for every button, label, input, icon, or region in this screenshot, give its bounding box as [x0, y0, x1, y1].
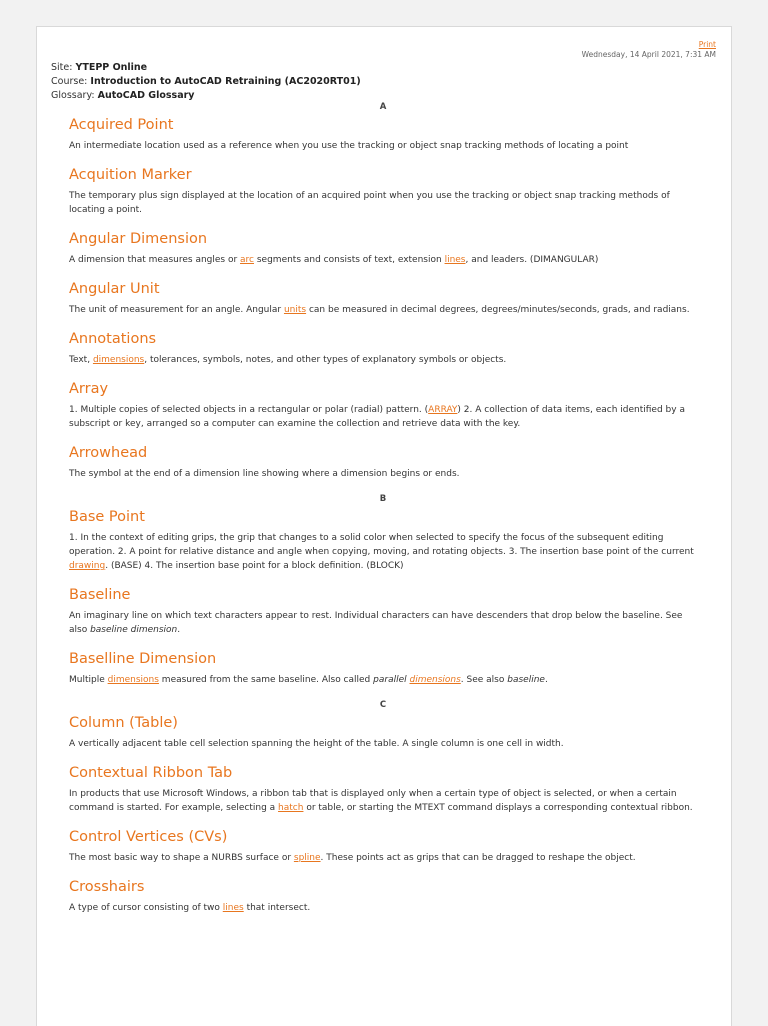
- entry-definition: Text, dimensions, tolerances, symbols, notes, and other types of explanatory symbols or objects.: [69, 355, 507, 365]
- glossary-link[interactable]: dimensions: [409, 675, 461, 685]
- entry-definition: The most basic way to shape a NURBS surface or spline. These points act as grips that can be dragged to reshape the object.: [69, 853, 636, 863]
- glossary-entry: [69, 329, 697, 367]
- glossary-link[interactable]: spline: [293, 853, 321, 863]
- header-info: [582, 40, 716, 60]
- entry-term: Array: [69, 381, 109, 397]
- glossary-entry: [69, 115, 697, 153]
- glossary-entries: [69, 101, 697, 915]
- entry-definition: 1. In the context of editing grips, the grip that changes to a solid color when selected to specify the focus of the subsequent editing operation. 2. A point for relative distance and angle when copying, moving, and rotating objects. 3. The insertion base point of the current drawing. (BASE) 4. The insertion base point for a block definition. (BLOCK): [69, 533, 694, 571]
- print-link[interactable]: Print: [698, 40, 716, 49]
- entry-term: Baselline Dimension: [69, 651, 217, 667]
- entry-definition: The symbol at the end of a dimension line showing where a dimension begins or ends.: [69, 469, 460, 479]
- glossary-entry: [69, 827, 697, 865]
- glossary-entry: [69, 585, 697, 637]
- site-line: Site: YTEPP Online: [51, 62, 148, 73]
- print-date: Wednesday, 14 April 2021, 7:31 AM: [581, 50, 716, 59]
- entry-definition: A vertically adjacent table cell selection spanning the height of the table. A single column is one cell in width.: [69, 739, 564, 749]
- entry-term: Arrowhead: [69, 445, 148, 461]
- entry-definition: An intermediate location used as a reference when you use the tracking or object snap tracking methods of locating a point: [69, 141, 629, 151]
- glossary-entry: [69, 507, 697, 573]
- course-name: Introduction to AutoCAD Retraining (AC2020RT01): [90, 76, 361, 87]
- glossary-link[interactable]: hatch: [278, 803, 304, 813]
- glossary-entry: [69, 763, 697, 815]
- glossary-link[interactable]: dimensions: [92, 355, 145, 365]
- glossary-entry: [69, 379, 697, 431]
- glossary-meta: [51, 61, 361, 103]
- glossary-entry: [69, 279, 697, 317]
- glossary-page: [36, 26, 732, 1026]
- glossary-entry: [69, 229, 697, 267]
- glossary-link[interactable]: arc: [240, 255, 254, 265]
- glossary-entry: [69, 649, 697, 687]
- glossary-name: AutoCAD Glossary: [97, 90, 195, 101]
- glossary-line: Glossary: AutoCAD Glossary: [51, 90, 195, 101]
- course-line: Course: Introduction to AutoCAD Retraining (AC2020RT01): [51, 76, 361, 87]
- entry-definition: 1. Multiple copies of selected objects in a rectangular or polar (radial) pattern. (ARRAY) 2. A collection of data items, each identified by a subscript or key, arranged so a computer can examine the collection and retrieve data with the key.: [69, 405, 685, 429]
- italic-term: baseline: [507, 675, 545, 685]
- entry-definition: A type of cursor consisting of two lines that intersect.: [69, 903, 311, 913]
- glossary-entry: [69, 713, 697, 751]
- entry-term: Baseline: [69, 587, 131, 603]
- glossary-link[interactable]: dimensions: [107, 675, 159, 685]
- glossary-link[interactable]: lines: [444, 255, 466, 265]
- glossary-entry: [69, 443, 697, 481]
- entry-definition: Multiple dimensions measured from the same baseline. Also called parallel dimensions. See also baseline.: [69, 675, 548, 685]
- entry-definition: An imaginary line on which text characters appear to rest. Individual characters can have descenders that drop below the baseline. See also baseline dimension.: [69, 611, 683, 635]
- entry-definition: The unit of measurement for an angle. Angular units can be measured in decimal degrees, degrees/minutes/seconds, grads, and radians.: [69, 305, 690, 315]
- entry-term: Contextual Ribbon Tab: [69, 765, 233, 781]
- section-letter: B: [379, 494, 387, 504]
- glossary-link[interactable]: lines: [222, 903, 244, 913]
- section-letter: C: [379, 700, 387, 710]
- entry-definition: In products that use Microsoft Windows, a ribbon tab that is displayed only when a certain type of object is selected, or when a certain command is started. For example, selecting a hatch or table, or starting the MTEXT command displays a corresponding contextual ribbon.: [69, 789, 693, 813]
- entry-term: Column (Table): [69, 715, 178, 731]
- italic-term: baseline dimension: [90, 625, 178, 635]
- entry-term: Angular Unit: [69, 281, 160, 297]
- entry-term: Annotations: [69, 331, 157, 347]
- entry-term: Control Vertices (CVs): [69, 829, 228, 845]
- entry-term: Acquired Point: [69, 117, 174, 133]
- entry-term: Crosshairs: [69, 879, 145, 895]
- italic-term: parallel: [373, 675, 410, 685]
- entry-term: Angular Dimension: [69, 231, 208, 247]
- glossary-link[interactable]: units: [283, 305, 307, 315]
- entry-term: Acquition Marker: [69, 167, 192, 183]
- entry-definition: A dimension that measures angles or arc segments and consists of text, extension lines, and leaders. (DIMANGULAR): [69, 255, 599, 265]
- site-name: YTEPP Online: [75, 62, 148, 73]
- entry-definition: The temporary plus sign displayed at the location of an acquired point when you use the tracking or object snap tracking methods of locating a point.: [69, 191, 670, 215]
- glossary-link[interactable]: ARRAY: [428, 405, 458, 415]
- entry-term: Base Point: [69, 509, 145, 525]
- glossary-entry: [69, 165, 697, 217]
- glossary-link[interactable]: drawing: [69, 561, 106, 571]
- section-letter: A: [379, 102, 387, 112]
- glossary-entry: [69, 877, 697, 915]
